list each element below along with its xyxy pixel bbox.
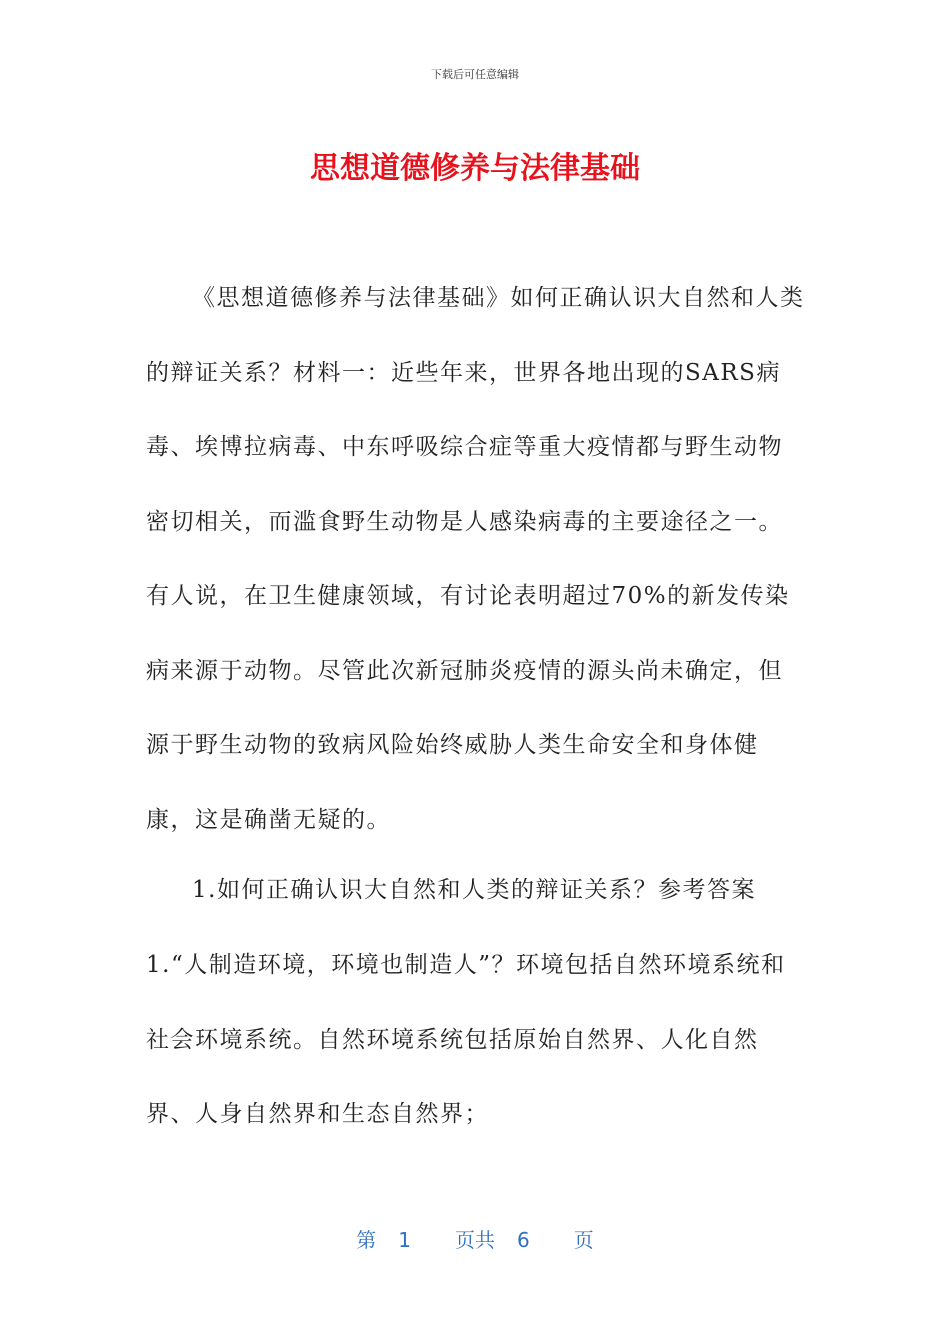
question-heading: 1.如何正确认识大自然和人类的辩证关系？参考答案 <box>192 877 756 903</box>
body-paragraph: 《思想道德修养与法律基础》如何正确认识大自然和人类的辩证关系？材料一：近些年来，世界各地出现的SARS病毒、埃博拉病毒、中东呼吸综合症等重大疫情都与野生动物密切相关，而滥食野生动物是人感染病毒的主要途径之一。有人说，在卫生健康领域，有讨论表明超过70%的新发传染病来源于动物。尽管此次新冠肺炎疫情的源头尚未确定，但源于野生动物的致病风险始终威胁人类生命安全和身体健康，这是确凿无疑的。 <box>146 285 805 833</box>
page-footer <box>0 1224 950 1253</box>
document-title: 思想道德修养与法律基础 <box>310 151 640 186</box>
answer-paragraph: 1.“人制造环境，环境也制造人”？环境包括自然环境系统和社会环境系统。自然环境系统包括原始自然界、人化自然界、人身自然界和生态自然界； <box>146 952 786 1127</box>
page-label-prefix: 第 <box>356 1228 377 1252</box>
page-number: 1 <box>398 1228 411 1252</box>
header-note: 下载后可任意编辑 <box>431 68 519 81</box>
page-label-suffix: 页 <box>573 1228 594 1252</box>
total-pages: 6 <box>517 1228 530 1252</box>
page-label-mid: 页共 <box>455 1228 495 1252</box>
